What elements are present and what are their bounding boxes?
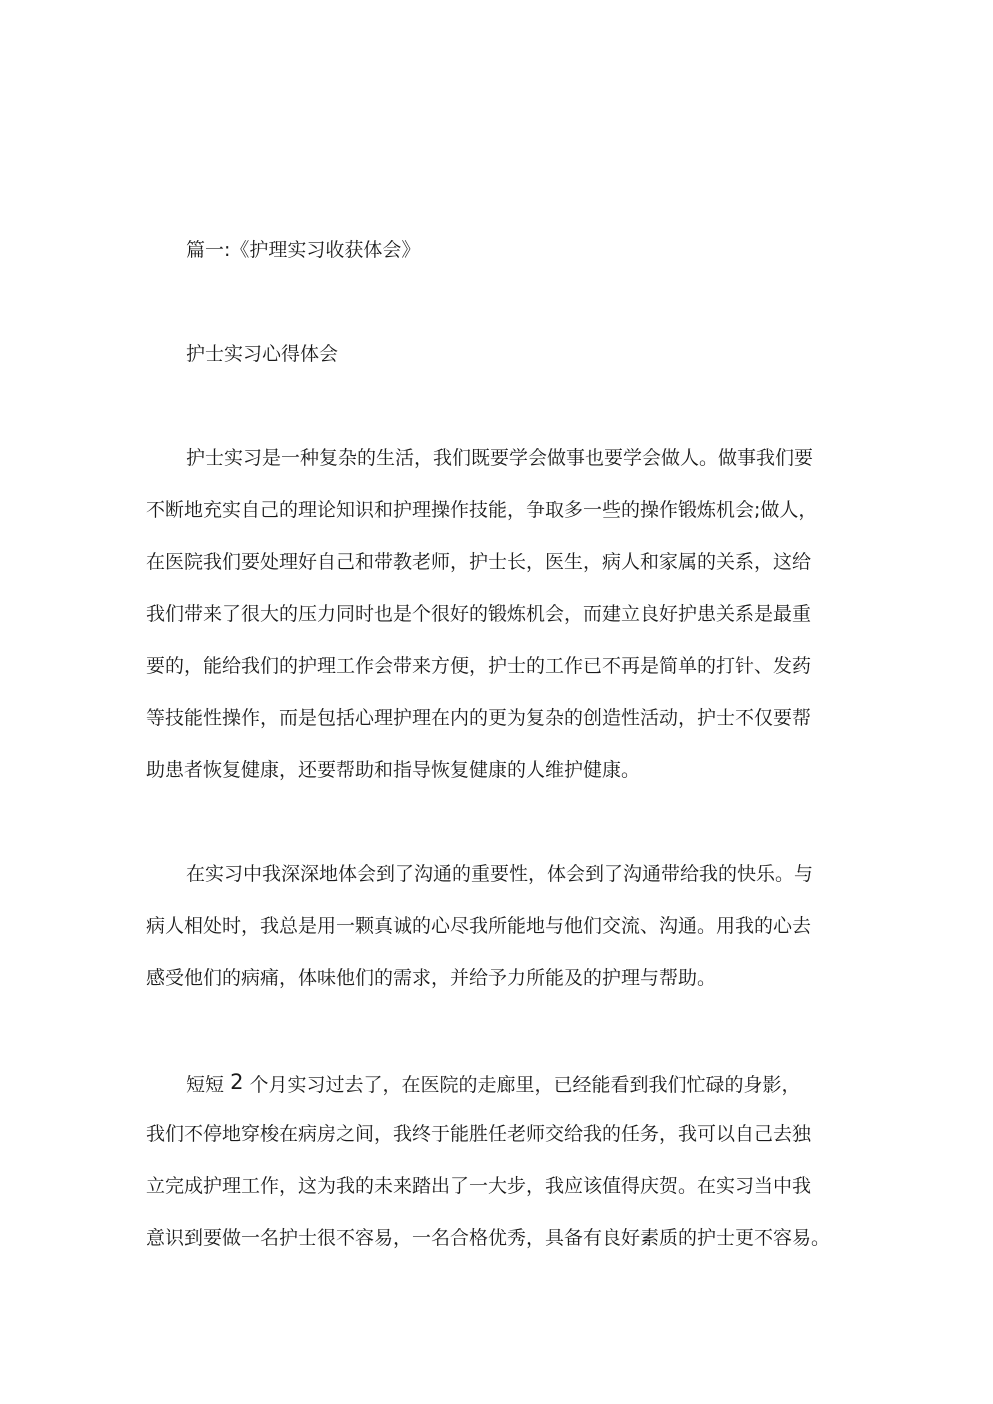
paragraph-1-line-6: 等技能性操作，而是包括心理护理在内的更为复杂的创造性活动，护士不仅要帮 — [146, 707, 812, 729]
paragraph-2-line-2: 病人相处时，我总是用一颗真诚的心尽我所能地与他们交流、沟通。用我的心去 — [146, 915, 812, 937]
paragraph-1-line-7: 助患者恢复健康，还要帮助和指导恢复健康的人维护健康。 — [146, 759, 641, 781]
document-heading: 篇一:《护理实习收获体会》 — [186, 239, 421, 261]
document-subheading: 护士实习心得体会 — [186, 343, 339, 365]
paragraph-1-line-3: 在医院我们要处理好自己和带教老师，护士长，医生，病人和家属的关系，这给 — [146, 551, 812, 573]
paragraph-1-line-4: 我们带来了很大的压力同时也是个很好的锻炼机会，而建立良好护患关系是最重 — [146, 603, 812, 625]
paragraph-3-line-3: 立完成护理工作，这为我的未来踏出了一大步，我应该值得庆贺。在实习当中我 — [146, 1175, 812, 1197]
paragraph-3-number: 2 — [230, 1070, 244, 1094]
paragraph-1-line-5: 要的，能给我们的护理工作会带来方便，护士的工作已不再是简单的打针、发药 — [146, 655, 812, 677]
paragraph-2-line-1: 在实习中我深深地体会到了沟通的重要性，体会到了沟通带给我的快乐。与 — [186, 863, 814, 885]
paragraph-1-line-1: 护士实习是一种复杂的生活，我们既要学会做事也要学会做人。做事我们要 — [186, 447, 814, 469]
paragraph-2-line-3: 感受他们的病痛，体味他们的需求，并给予力所能及的护理与帮助。 — [146, 967, 717, 989]
paragraph-1-line-2: 不断地充实自己的理论知识和护理操作技能，争取多一些的操作锻炼机会;做人， — [146, 499, 818, 521]
paragraph-3-line-1 — [186, 1069, 801, 1098]
paragraph-3-prefix: 短短 — [186, 1074, 225, 1096]
paragraph-3-suffix: 个月实习过去了，在医院的走廊里，已经能看到我们忙碌的身影， — [249, 1074, 801, 1096]
paragraph-3-line-2: 我们不停地穿梭在病房之间，我终于能胜任老师交给我的任务，我可以自己去独 — [146, 1123, 812, 1145]
paragraph-3-line-4: 意识到要做一名护士很不容易，一名合格优秀，具备有良好素质的护士更不容易。 — [146, 1227, 831, 1249]
